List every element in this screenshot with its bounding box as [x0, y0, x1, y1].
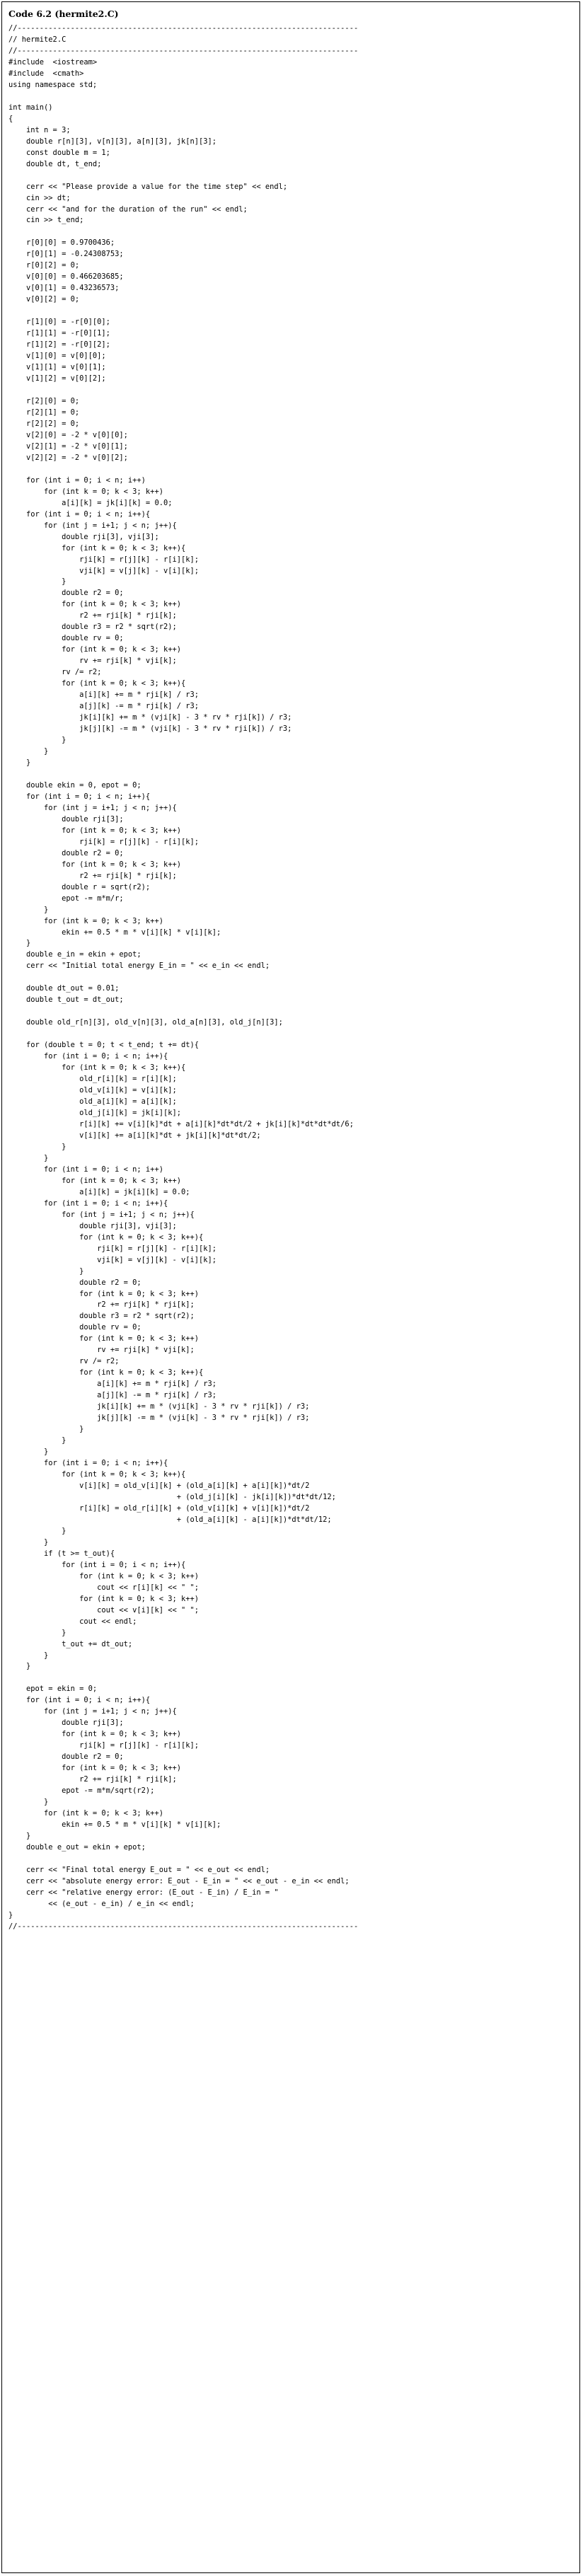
code-line: old_a[i][k] = a[i][k];: [8, 1097, 177, 1107]
code-line: for (int k = 0; k < 3; k++): [8, 600, 181, 609]
code-line: cout << v[i][k] << " ";: [8, 1605, 199, 1615]
code-line: for (int k = 0; k < 3; k++){: [8, 679, 186, 688]
code-line: jk[j][k] -= m * (vji[k] - 3 * rv * rji[k]) / r3;: [8, 1414, 310, 1423]
code-line: rv += rji[k] * vji[k];: [8, 657, 177, 666]
code-line: rv /= r2;: [8, 668, 102, 677]
code-line: v[i][k] += a[i][k]*dt + jk[i][k]*dt*dt/2;: [8, 1131, 261, 1140]
code-line: [8, 1029, 575, 1040]
code-line: for (int i = 0; i < n; i++){: [8, 1459, 168, 1468]
code-line: for (int j = i+1; j < n; j++){: [8, 803, 177, 812]
code-line: double ekin = 0, epot = 0;: [8, 780, 142, 790]
code-line: r[i][k] = old_r[i][k] + (old_v[i][k] + v[i][k])*dt/2: [8, 1503, 310, 1513]
code-line: for (int k = 0; k < 3; k++): [8, 1730, 181, 1739]
code-line: [8, 306, 575, 317]
code-line: }: [8, 1266, 84, 1276]
code-line: r[2][2] = 0;: [8, 419, 80, 428]
code-line: }: [8, 905, 49, 914]
code-line: v[0][2] = 0;: [8, 295, 80, 304]
code-line: r[1][2] = -r[0][2];: [8, 340, 110, 350]
code-line: rv += rji[k] * vji[k];: [8, 1346, 195, 1355]
code-line: rv /= r2;: [8, 1357, 120, 1366]
code-line: double dt_out = 0.01;: [8, 984, 120, 993]
code-line: double rv = 0;: [8, 1323, 142, 1332]
code-line: a[i][k] = jk[i][k] = 0.0;: [8, 1187, 190, 1196]
code-line: r[1][1] = -r[0][1];: [8, 329, 110, 338]
code-line: for (int k = 0; k < 3; k++): [8, 1334, 199, 1344]
code-line: double rji[3], vji[3];: [8, 532, 159, 541]
code-line: for (int k = 0; k < 3; k++){: [8, 1232, 204, 1242]
code-line: if (t >= t_out){: [8, 1549, 115, 1558]
code-line: }: [8, 1537, 49, 1547]
code-line: cerr << "absolute energy error: E_out - E_in = " << e_out - e_in << endl;: [8, 1876, 350, 1885]
code-line: for (int j = i+1; j < n; j++){: [8, 1210, 195, 1219]
code-line: double r2 = 0;: [8, 1752, 124, 1762]
code-line: double r3 = r2 * sqrt(r2);: [8, 623, 177, 632]
separator-comment-line: //-----------------------------------------------------------------------------: [8, 24, 359, 33]
code-line: for (int j = i+1; j < n; j++){: [8, 1707, 177, 1716]
code-line: const double m = 1;: [8, 148, 110, 157]
code-line: v[1][0] = v[0][0];: [8, 352, 106, 361]
code-line: double rji[3];: [8, 814, 124, 824]
code-line: v[1][2] = v[0][2];: [8, 374, 106, 383]
code-line: }: [8, 1910, 13, 1919]
code-line: vji[k] = v[j][k] - v[i][k];: [8, 566, 199, 575]
code-line: }: [8, 1448, 49, 1457]
code-line: jk[i][k] += m * (vji[k] - 3 * rv * rji[k]) / r3;: [8, 1402, 310, 1411]
code-line: [8, 1006, 575, 1017]
code-line: v[2][2] = -2 * v[0][2];: [8, 453, 128, 462]
code-line: for (int k = 0; k < 3; k++){: [8, 543, 186, 553]
code-line: using namespace std;: [8, 80, 98, 89]
code-line: r2 += rji[k] * rji[k];: [8, 1775, 177, 1784]
code-line: r[2][0] = 0;: [8, 396, 80, 405]
separator-comment-line: //-----------------------------------------------------------------------------: [8, 1922, 359, 1931]
code-line: epot -= m*m/r;: [8, 894, 124, 903]
code-line: double e_in = ekin + epot;: [8, 950, 142, 959]
code-line: a[j][k] -= m * rji[k] / r3;: [8, 1391, 217, 1400]
code-line: }: [8, 1526, 67, 1535]
code-line: double rji[3];: [8, 1719, 124, 1728]
code-line: }: [8, 1425, 84, 1434]
code-line: for (int k = 0; k < 3; k++): [8, 1176, 181, 1185]
code-line: ekin += 0.5 * m * v[i][k] * v[i][k];: [8, 1820, 221, 1830]
code-line: for (int i = 0; i < n; i++){: [8, 1696, 151, 1705]
code-line: for (int k = 0; k < 3; k++): [8, 487, 163, 496]
code-line: old_j[i][k] = jk[i][k];: [8, 1109, 181, 1117]
code-line: << (e_out - e_in) / e_in << endl;: [8, 1899, 195, 1908]
code-block: [8, 23, 575, 1933]
code-line: a[j][k] -= m * rji[k] / r3;: [8, 702, 199, 711]
code-line: for (int i = 0; i < n; i++): [8, 475, 146, 485]
code-line: }: [8, 1436, 67, 1445]
code-line: double rv = 0;: [8, 634, 124, 643]
code-line: for (int k = 0; k < 3; k++): [8, 1289, 199, 1298]
code-line: v[2][1] = -2 * v[0][1];: [8, 441, 128, 451]
code-line: a[i][k] += m * rji[k] / r3;: [8, 1380, 217, 1389]
code-line: cin >> dt;: [8, 193, 71, 202]
code-line: r[i][k] += v[i][k]*dt + a[i][k]*dt*dt/2 + jk[i][k]*dt*dt*dt/6;: [8, 1119, 354, 1128]
code-line: }: [8, 577, 67, 587]
code-line: epot -= m*m/sqrt(r2);: [8, 1786, 155, 1796]
code-line: rji[k] = r[j][k] - r[i][k];: [8, 1741, 199, 1750]
listing-caption: Code 6.2 (hermite2.C): [8, 8, 119, 19]
code-line: cout << r[i][k] << " ";: [8, 1583, 199, 1592]
code-line: }: [8, 1662, 31, 1671]
code-line: }: [8, 1798, 49, 1807]
code-line: cerr << "Please provide a value for the time step" << endl;: [8, 182, 288, 191]
code-line: double r[n][3], v[n][3], a[n][3], jk[n][3];: [8, 137, 217, 146]
code-line: int n = 3;: [8, 125, 71, 134]
code-line: double e_out = ekin + epot;: [8, 1842, 146, 1852]
code-line: r2 += rji[k] * rji[k];: [8, 611, 177, 620]
code-line: ekin += 0.5 * m * v[i][k] * v[i][k];: [8, 928, 221, 937]
code-line: }: [8, 1628, 67, 1637]
code-line: #include <cmath>: [8, 69, 84, 78]
code-line: double r = sqrt(r2);: [8, 882, 151, 891]
code-line: jk[i][k] += m * (vji[k] - 3 * rv * rji[k]) / r3;: [8, 713, 292, 722]
code-line: for (int k = 0; k < 3; k++): [8, 826, 181, 835]
code-line: }: [8, 758, 31, 767]
code-line: double r3 = r2 * sqrt(r2);: [8, 1312, 195, 1321]
code-line: t_out += dt_out;: [8, 1639, 133, 1648]
code-line: [8, 385, 575, 396]
code-line: old_v[i][k] = v[i][k];: [8, 1086, 177, 1095]
code-line: double rji[3], vji[3];: [8, 1221, 177, 1230]
separator-comment-line: //-----------------------------------------------------------------------------: [8, 46, 359, 55]
code-line: old_r[i][k] = r[i][k];: [8, 1075, 177, 1084]
code-line: r2 += rji[k] * rji[k];: [8, 1300, 195, 1310]
code-line: [8, 769, 575, 780]
code-line: r[2][1] = 0;: [8, 408, 80, 417]
code-line: [8, 1673, 575, 1684]
code-line: rji[k] = r[j][k] - r[i][k];: [8, 555, 199, 564]
code-line: }: [8, 747, 49, 756]
code-line: rji[k] = r[j][k] - r[i][k];: [8, 837, 199, 846]
code-line: [8, 91, 575, 103]
code-line: epot = ekin = 0;: [8, 1685, 98, 1694]
code-line: cerr << "Final total energy E_out = " << e_out << endl;: [8, 1865, 270, 1874]
code-line: for (int i = 0; i < n; i++){: [8, 1560, 186, 1569]
code-line: for (int i = 0; i < n; i++){: [8, 792, 151, 801]
code-line: for (int k = 0; k < 3; k++): [8, 1809, 163, 1818]
code-listing-frame: [1, 1, 580, 2573]
code-line: cerr << "and for the duration of the run" << endl;: [8, 204, 248, 214]
code-line: for (int k = 0; k < 3; k++): [8, 645, 181, 654]
code-line: r[1][0] = -r[0][0];: [8, 318, 110, 327]
code-line: double r2 = 0;: [8, 1278, 142, 1287]
code-line: for (int k = 0; k < 3; k++): [8, 916, 163, 925]
code-line: [8, 464, 575, 475]
code-line: [8, 226, 575, 238]
code-line: for (int k = 0; k < 3; k++){: [8, 1368, 204, 1377]
code-line: v[i][k] = old_v[i][k] + (old_a[i][k] + a[i][k])*dt/2: [8, 1481, 310, 1490]
code-line: for (int k = 0; k < 3; k++){: [8, 1470, 186, 1479]
code-line: }: [8, 939, 31, 948]
code-line: [8, 972, 575, 983]
code-line: rji[k] = r[j][k] - r[i][k];: [8, 1244, 217, 1253]
code-line: for (int k = 0; k < 3; k++): [8, 1594, 199, 1603]
code-line: for (double t = 0; t < t_end; t += dt){: [8, 1041, 199, 1050]
code-line: vji[k] = v[j][k] - v[i][k];: [8, 1255, 217, 1264]
code-line: [8, 171, 575, 182]
code-line: + (old_j[i][k] - jk[i][k])*dt*dt/12;: [8, 1492, 336, 1501]
code-line: cerr << "Initial total energy E_in = " << e_in << endl;: [8, 961, 270, 971]
code-line: jk[j][k] -= m * (vji[k] - 3 * rv * rji[k]) / r3;: [8, 724, 292, 734]
code-line: r[0][2] = 0;: [8, 261, 80, 270]
code-line: cerr << "relative energy error: (E_out - E_in) / E_in = ": [8, 1888, 279, 1897]
code-line: for (int k = 0; k < 3; k++){: [8, 1063, 186, 1073]
code-line: for (int i = 0; i < n; i++): [8, 1165, 163, 1174]
code-line: for (int k = 0; k < 3; k++): [8, 860, 181, 869]
code-line: }: [8, 1142, 67, 1151]
code-line: for (int k = 0; k < 3; k++): [8, 1764, 181, 1773]
code-line: v[0][1] = 0.43236573;: [8, 284, 120, 293]
code-line: for (int i = 0; i < n; i++){: [8, 1052, 168, 1061]
code-line: int main(): [8, 103, 53, 112]
code-line: double dt, t_end;: [8, 159, 102, 168]
code-line: [8, 1854, 575, 1865]
code-line: #include <iostream>: [8, 57, 98, 67]
code-line: r2 += rji[k] * rji[k];: [8, 871, 177, 880]
code-line: v[1][1] = v[0][1];: [8, 363, 106, 372]
code-line: }: [8, 1153, 49, 1162]
code-line: // hermite2.C: [8, 35, 67, 44]
code-line: for (int k = 0; k < 3; k++): [8, 1571, 199, 1581]
code-line: a[i][k] += m * rji[k] / r3;: [8, 691, 199, 700]
code-line: {: [8, 114, 13, 123]
code-line: a[i][k] = jk[i][k] = 0.0;: [8, 498, 173, 507]
code-line: v[2][0] = -2 * v[0][0];: [8, 430, 128, 439]
code-line: }: [8, 1832, 31, 1840]
code-line: cout << endl;: [8, 1617, 137, 1626]
code-line: for (int i = 0; i < n; i++){: [8, 1199, 168, 1208]
code-line: + (old_a[i][k] - a[i][k])*dt*dt/12;: [8, 1515, 332, 1524]
code-line: double r2 = 0;: [8, 589, 124, 598]
code-line: for (int i = 0; i < n; i++){: [8, 509, 151, 519]
code-line: r[0][0] = 0.9700436;: [8, 238, 115, 248]
code-line: v[0][0] = 0.466203685;: [8, 272, 124, 282]
code-line: cin >> t_end;: [8, 216, 84, 225]
code-line: double t_out = dt_out;: [8, 995, 124, 1005]
code-line: }: [8, 1651, 49, 1660]
code-line: for (int j = i+1; j < n; j++){: [8, 521, 177, 530]
code-line: double r2 = 0;: [8, 848, 124, 857]
code-line: }: [8, 736, 67, 745]
code-line: double old_r[n][3], old_v[n][3], old_a[n][3], old_j[n][3];: [8, 1018, 283, 1027]
code-line: r[0][1] = -0.24308753;: [8, 250, 124, 259]
